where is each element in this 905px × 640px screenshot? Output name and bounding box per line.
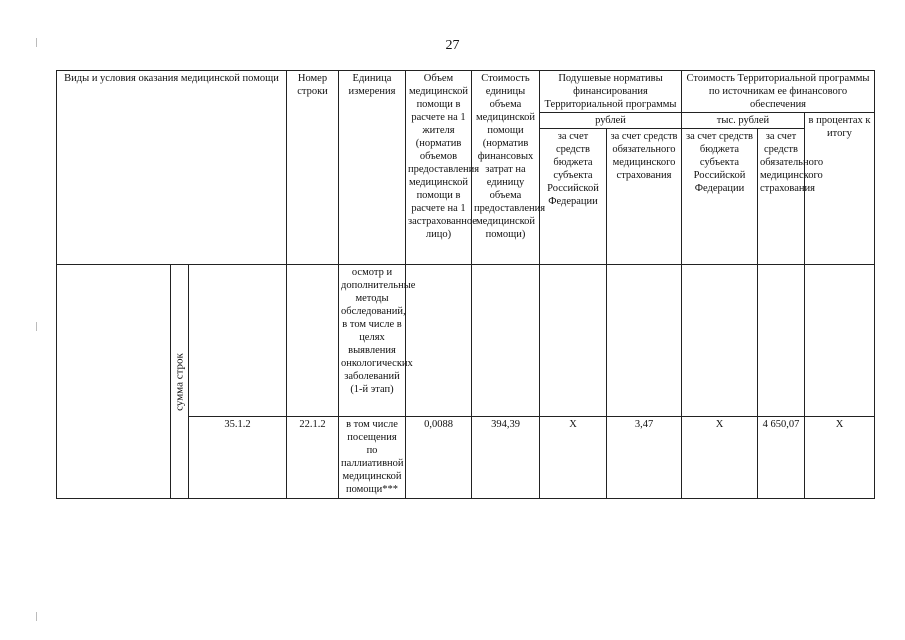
empty-cell (540, 265, 607, 417)
row2-unit: в том числе посещения по паллиативной медицинской помощи*** (339, 417, 406, 499)
header-unit-cost: Стоимость единицы объема медицинской помощи (норматив финансовых затрат на единицу объема предоставления медицинской помощи) (472, 71, 540, 265)
row2-oms-percapita: 3,47 (607, 417, 682, 499)
header-line-number: Номер строки (287, 71, 339, 265)
scan-mark (36, 612, 37, 621)
empty-cell (805, 265, 875, 417)
row2-budget-total: Х (682, 417, 758, 499)
empty-cell (472, 265, 540, 417)
empty-cell (682, 265, 758, 417)
side-label: сумма строк (173, 352, 185, 411)
row1-unit: осмотр и дополнительные методы обследований, в том числе в целях выявления онкологических заболеваний (1-й этап) (339, 265, 406, 417)
table-row (57, 265, 875, 417)
header-percapita-group: Подушевые нормативы финансирования Территориальной программы (540, 71, 682, 113)
header-unit-rub: рублей (540, 113, 682, 129)
empty-cell (406, 265, 472, 417)
header-unit-thousand: тыс. рублей (682, 113, 805, 129)
empty-cell (57, 265, 171, 499)
empty-cell (758, 265, 805, 417)
header-cost-group: Стоимость Территориальной программы по источникам ее финансового обеспечения (682, 71, 875, 113)
header-row-1 (57, 71, 875, 113)
row2-ref: 35.1.2 (189, 417, 287, 499)
header-sub-oms-2: за счет средств обязательного медицинского страхования (758, 129, 805, 265)
row2-budget-percapita: Х (540, 417, 607, 499)
empty-cell (287, 265, 339, 417)
row2-percent: Х (805, 417, 875, 499)
header-sub-budget-1: за счет средств бюджета субъекта Российской Федерации (540, 129, 607, 265)
header-percent: в процентах к итогу (805, 113, 875, 265)
row2-oms-total: 4 650,07 (758, 417, 805, 499)
scan-mark (36, 38, 37, 47)
page-number: 27 (445, 38, 460, 53)
header-kind-conditions: Виды и условия оказания медицинской помощи (57, 71, 287, 265)
row2-cost: 394,39 (472, 417, 540, 499)
scan-mark (36, 322, 37, 331)
budget-table (56, 70, 875, 499)
row2-volume: 0,0088 (406, 417, 472, 499)
empty-cell (607, 265, 682, 417)
row2-line: 22.1.2 (287, 417, 339, 499)
header-sub-budget-2: за счет средств бюджета субъекта Российской Федерации (682, 129, 758, 265)
header-volume: Объем медицинской помощи в расчете на 1 жителя (норматив объемов предоставления медицинской помощи в расчете на 1 застрахованное лицо) (406, 71, 472, 265)
header-unit: Единица измерения (339, 71, 406, 265)
header-sub-oms-1: за счет средств обязательного медицинского страхования (607, 129, 682, 265)
side-label-cell (171, 265, 189, 499)
empty-cell (189, 265, 287, 417)
